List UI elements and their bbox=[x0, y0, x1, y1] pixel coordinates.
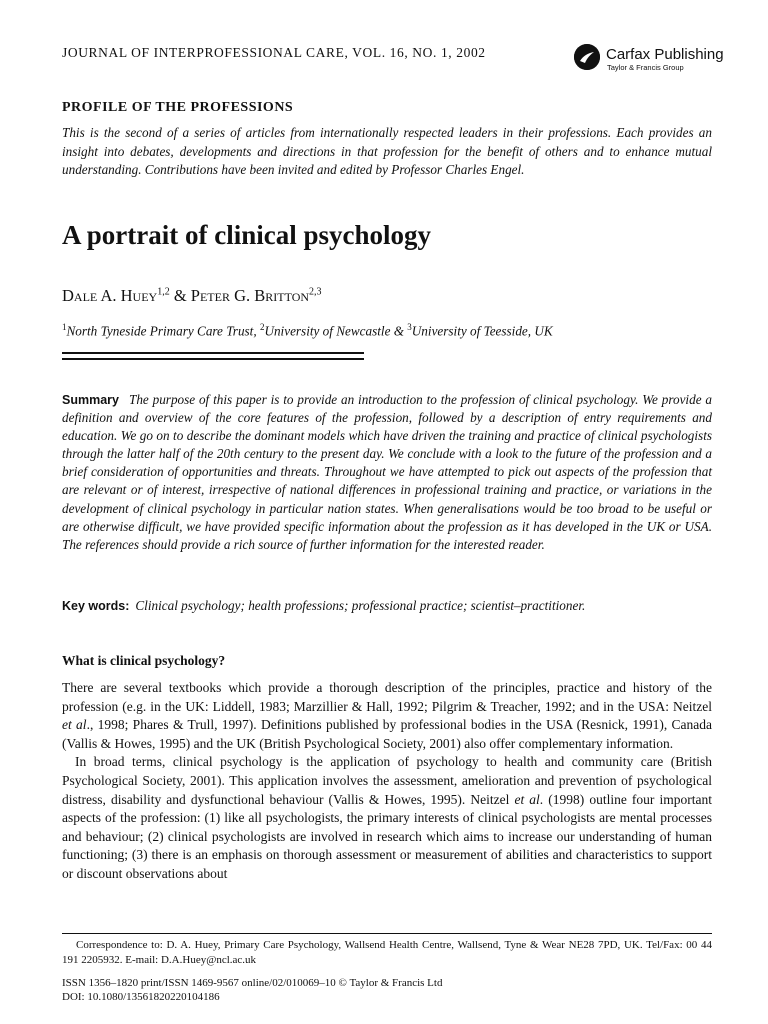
section-heading: What is clinical psychology? bbox=[62, 653, 226, 668]
affil-sup-1: 1 bbox=[62, 322, 67, 332]
correspondence-footnote bbox=[62, 938, 712, 968]
affil-sup-3: 3 bbox=[407, 322, 412, 332]
issn-line: ISSN 1356–1820 print/ISSN 1469-9567 online/02/010069–10 © Taylor & Francis Ltd bbox=[62, 977, 443, 989]
article-title: A portrait of clinical psychology bbox=[62, 220, 431, 250]
journal-header: JOURNAL OF INTERPROFESSIONAL CARE, VOL. 16, NO. 1, 2002 bbox=[62, 45, 486, 60]
paragraph-1 bbox=[62, 679, 712, 753]
paragraph-1-part-c: ., 1998; Phares & Trull, 1997). Definitions published by professional bodies in the USA (Resnick, 1991), Canada (Vallis & Howes, 1995) and the UK (British Psychological Society, 2001) also offer complementary information. bbox=[62, 717, 713, 751]
carfax-logo-icon bbox=[574, 44, 600, 70]
doi-line: DOI: 10.1080/13561820220104186 bbox=[62, 991, 220, 1003]
keywords bbox=[62, 598, 712, 614]
keywords-label: Key words: bbox=[62, 599, 130, 613]
affil-2: University of Newcastle & bbox=[264, 323, 408, 339]
issn-block bbox=[62, 976, 712, 1004]
publisher-group: Taylor & Francis Group bbox=[607, 63, 684, 72]
affiliations bbox=[62, 322, 553, 339]
section-title: PROFILE OF THE PROFESSIONS bbox=[62, 100, 294, 115]
authors bbox=[62, 286, 322, 306]
title-rule-top bbox=[62, 352, 364, 354]
author-1: Dale A. Huey bbox=[62, 286, 158, 305]
publisher-name: Carfax Publishing bbox=[606, 46, 724, 63]
body-text bbox=[62, 679, 712, 884]
paragraph-1-etal: et al bbox=[62, 717, 87, 733]
keywords-text: Clinical psychology; health professions; professional practice; scientist–practitioner. bbox=[135, 598, 586, 613]
paragraph-2-part-a: In broad terms, clinical psychology is the application of psychology to health and community care (British Psychological Society, 2001). This application involves the assessment, amelioration and prevention of psychological distress, disability and dysfunctional behaviour (Vallis & Howes, 1995). Neitzel bbox=[62, 754, 712, 807]
correspondence-text: Correspondence to: D. A. Huey, Primary Care Psychology, Wallsend Health Centre, Wallsend, Tyne & Wear NE28 7PD, UK. Tel/Fax: 00 44 191 2205932. E-mail: D.A.Huey@ncl.ac.uk bbox=[62, 939, 712, 966]
title-rule-bottom bbox=[62, 358, 364, 360]
author-2: Peter G. Britton bbox=[190, 286, 310, 305]
paragraph-1-part-a: There are several textbooks which provide a thorough description of the principles, practice and history of the profession (e.g. in the UK: Liddell, 1983; Marzillier & Hall, 1992; Pilgrim & Treacher, 1992; and in the USA: Neitzel bbox=[62, 680, 712, 714]
footnote-rule bbox=[62, 933, 712, 934]
author-separator: & bbox=[169, 286, 191, 305]
series-intro: This is the second of a series of articles from internationally respected leaders in their professions. Each provides an insight into debates, developments and directions in that profession for the benefit of others and to enhance mutual understanding. Contributions have been invited and edited by Professor Charles Engel. bbox=[62, 125, 712, 177]
paragraph-2-part-c: . (1998) outline four important aspects of the profession: (1) like all psychologists, the primary interests of clinical psychologists are mental processes and behaviour; (2) clinical psychologists are involved in research which aims to increase our understanding of human functioning; (3) there is an emphasis on thorough assessment or measurement of abilities and characteristics to support or discount observations about bbox=[62, 791, 713, 881]
publisher-logo bbox=[574, 44, 734, 74]
affil-3: University of Teesside, UK bbox=[411, 323, 553, 339]
affil-1: North Tyneside Primary Care Trust, bbox=[66, 323, 260, 339]
author-1-affil: 1,2 bbox=[157, 286, 170, 298]
summary-label: Summary bbox=[62, 393, 119, 407]
summary-text: The purpose of this paper is to provide an introduction to the profession of clinical psychology. We provide a definition and overview of the core features of the profession, followed by a description of entry requirements and education. We go on to describe the dominant models which have driven the training and practice of clinical psychologists through the latter half of the 20th century to the present day. We conclude with a look to the future of the profession and a brief consideration of opportunities and threats. Throughout we have attempted to pick out aspects of the profession that are relevant or of interest, irrespective of national differences in professional training and practice, or variations in the development of clinical psychology in particular nation states. When generalisations would be too broad to be useful or are otherwise difficult, we have provided specific information about the profession as it has developed in the UK or USA. The references should provide a rich source of further information for the interested reader. bbox=[62, 392, 712, 552]
affil-sup-2: 2 bbox=[259, 322, 265, 332]
author-2-affil: 2,3 bbox=[309, 286, 322, 298]
paragraph-2-etal: et al bbox=[514, 791, 540, 807]
paragraph-2 bbox=[62, 753, 712, 883]
abstract bbox=[62, 391, 712, 554]
